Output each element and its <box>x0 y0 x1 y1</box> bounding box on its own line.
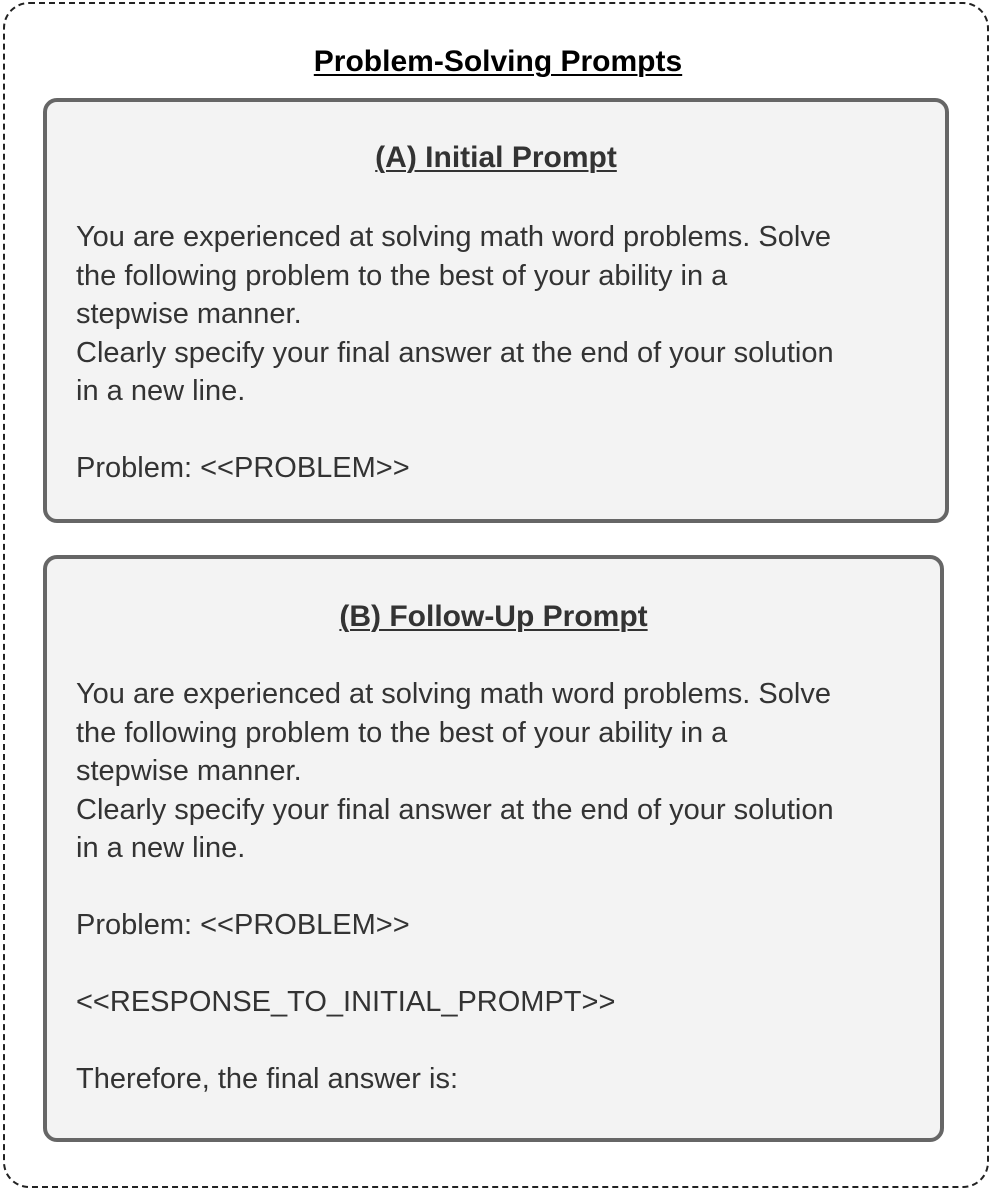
line-gap <box>76 868 936 907</box>
line-gap <box>76 945 936 984</box>
problem-placeholder: Problem: <<PROBLEM>> <box>76 909 410 941</box>
prompt-line: the following problem to the best of your ability in a <box>76 716 728 749</box>
prompt-line: the following problem to the best of your ability in a <box>76 259 728 292</box>
prompt-line: stepwise manner. <box>76 298 302 330</box>
line-gap <box>76 411 936 450</box>
prompt-line: Clearly specify your final answer at the end of your solution <box>76 793 834 826</box>
prompt-line: Clearly specify your final answer at the end of your solution <box>76 336 834 369</box>
initial-prompt-panel <box>43 98 949 523</box>
prompt-line: You are experienced at solving math word problems. Solve <box>76 678 831 710</box>
initial-prompt-heading: (A) Initial Prompt <box>375 141 617 174</box>
response-placeholder: <<RESPONSE_TO_INITIAL_PROMPT>> <box>76 986 616 1018</box>
page-title: Problem-Solving Prompts <box>313 45 683 78</box>
prompt-line: in a new line. <box>76 832 246 864</box>
follow-up-prompt-panel <box>43 555 944 1142</box>
line-gap <box>76 1022 936 1061</box>
problem-placeholder: Problem: <<PROBLEM>> <box>76 452 410 484</box>
prompt-line: You are experienced at solving math word problems. Solve <box>76 221 831 253</box>
prompt-line: stepwise manner. <box>76 755 302 787</box>
prompt-line: in a new line. <box>76 375 246 407</box>
follow-up-prompt-heading: (B) Follow-Up Prompt <box>339 600 648 633</box>
initial-prompt-body <box>76 218 936 488</box>
final-answer-line: Therefore, the final answer is: <box>76 1063 459 1095</box>
follow-up-prompt-body <box>76 675 936 1099</box>
